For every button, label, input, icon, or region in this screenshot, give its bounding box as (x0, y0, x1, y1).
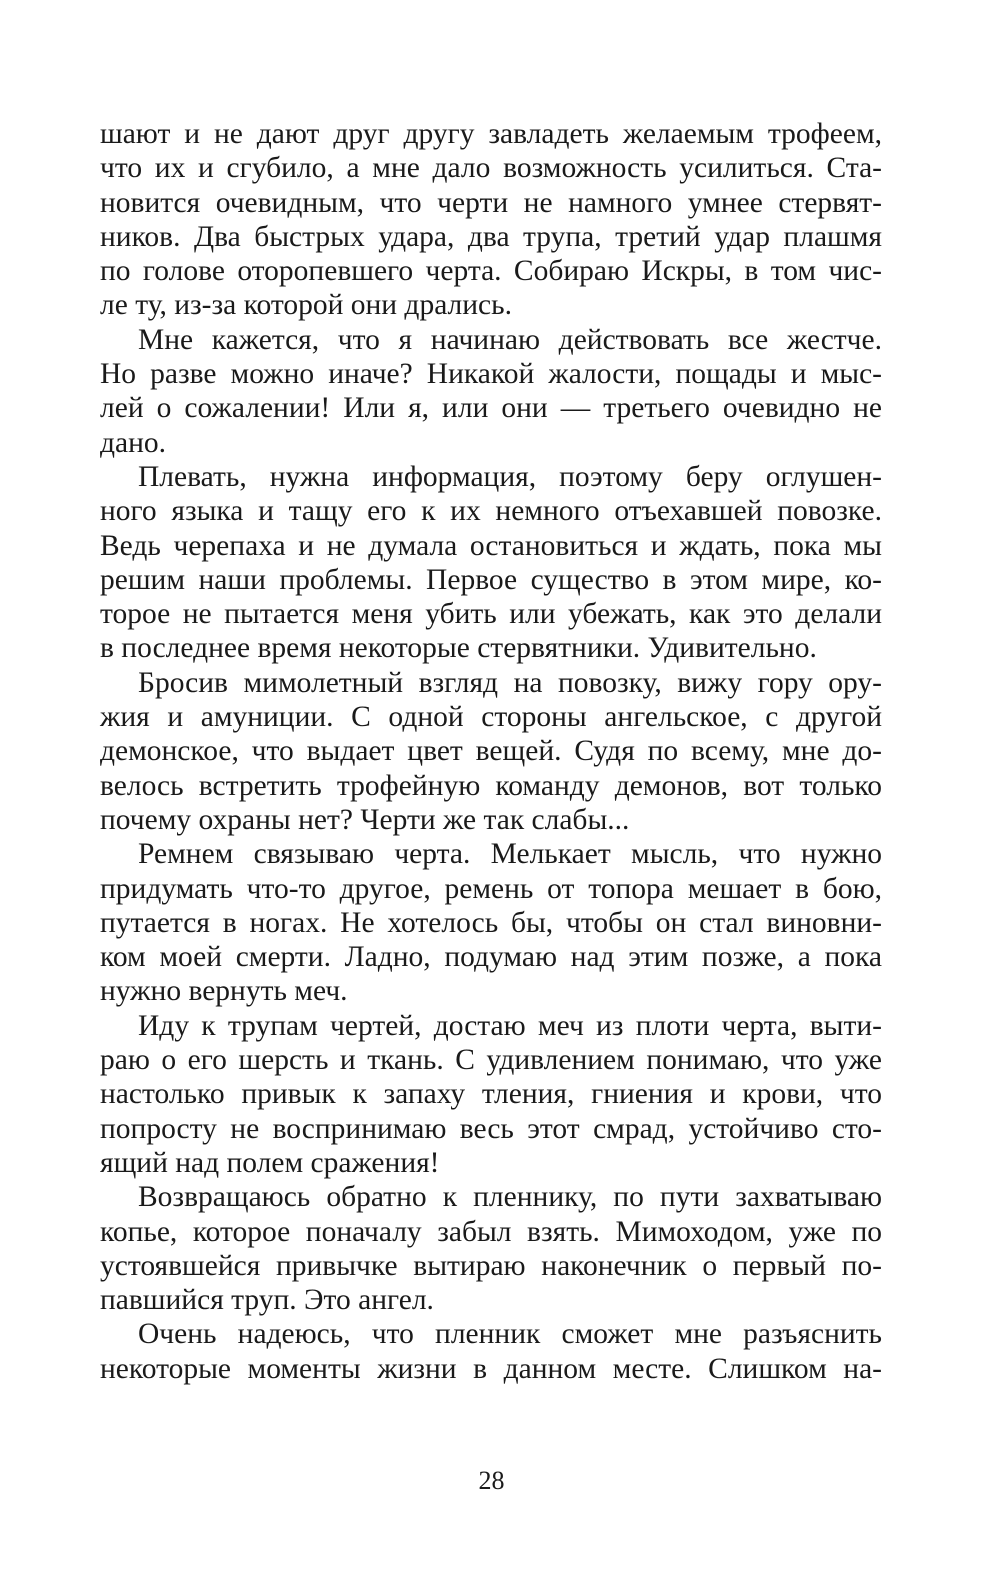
text-line: по голове оторопевшего черта. Собираю Искры, в том чис- (100, 255, 882, 288)
paragraph (100, 1317, 882, 1386)
paragraph (100, 323, 882, 460)
paragraph (100, 666, 882, 837)
text-line: раю о его шерсть и ткань. С удивлением понимаю, что уже (100, 1044, 882, 1077)
text-line: настолько привык к запаху тления, гниения и крови, что (100, 1078, 882, 1111)
text-line: путается в ногах. Не хотелось бы, чтобы он стал виновни- (100, 906, 882, 939)
page-number: 28 (478, 1466, 505, 1495)
text-line: павшийся труп. Это ангел. (100, 1284, 434, 1317)
text-line: ного языка и тащу его к их немного отъехавшей повозке. (100, 495, 882, 528)
paragraph (100, 460, 882, 666)
text-line: придумать что-то другое, ремень от топора мешает в бою, (100, 872, 882, 905)
text-line: решим наши проблемы. Первое существо в этом мире, ко- (100, 563, 882, 596)
text-line: Плевать, нужна информация, поэтому беру оглушен- (138, 460, 882, 493)
text-line: Ремнем связываю черта. Мелькает мысль, что нужно (138, 838, 882, 871)
text-line: велось встретить трофейную команду демонов, вот только (100, 769, 882, 802)
paragraph (100, 117, 882, 323)
text-line: новится очевидным, что черти не намного умнее стервят- (100, 186, 882, 219)
text-line: ле ту, из-за которой они дрались. (100, 289, 512, 322)
text-line: некоторые моменты жизни в данном месте. Слишком на- (100, 1352, 882, 1385)
text-line: жия и амуниции. С одной стороны ангельское, с другой (100, 701, 882, 734)
text-line: Очень надеюсь, что пленник сможет мне разъяснить (138, 1318, 882, 1351)
text-line: лей о сожалении! Или я, или они — третьего очевидно не (100, 392, 882, 425)
text-line: дано. (100, 426, 167, 459)
text-line: демонское, что выдает цвет вещей. Судя по всему, мне до- (100, 735, 882, 768)
text-line: ников. Два быстрых удара, два трупа, третий удар плашмя (100, 220, 882, 253)
text-line: нужно вернуть меч. (100, 975, 348, 1008)
text-line: Иду к трупам чертей, достаю меч из плоти черта, выти- (138, 1009, 882, 1042)
text-line: в последнее время некоторые стервятники. Удивительно. (100, 632, 817, 665)
book-page-text (100, 117, 882, 1447)
text-line: шают и не дают друг другу завладеть желаемым трофеем, (100, 118, 882, 150)
text-line: Бросив мимолетный взгляд на повозку, вижу гору ору- (138, 666, 882, 699)
text-line: Мне кажется, что я начинаю действовать все жестче. (138, 323, 882, 356)
text-line: что их и сгубило, а мне дало возможность усилиться. Ста- (100, 152, 882, 185)
text-line: ком моей смерти. Ладно, подумаю над этим позже, а пока (100, 941, 882, 974)
text-line: Ведь черепаха и не думала остановиться и ждать, пока мы (100, 529, 882, 562)
text-line: копье, которое поначалу забыл взять. Мимоходом, уже по (100, 1215, 882, 1248)
text-line: Возвращаюсь обратно к пленнику, по пути захватываю (138, 1181, 882, 1214)
text-line: торое не пытается меня убить или убежать, как это делали (100, 598, 882, 631)
text-line: устоявшейся привычке вытираю наконечник о первый по- (100, 1249, 882, 1282)
text-line: почему охраны нет? Черти же так слабы... (100, 803, 630, 836)
text-line: ящий над полем сражения! (100, 1146, 440, 1179)
paragraph (100, 1180, 882, 1317)
paragraph (100, 1009, 882, 1180)
text-line: попросту не воспринимаю весь этот смрад, устойчиво сто- (100, 1112, 882, 1145)
paragraph (100, 837, 882, 1008)
text-line: Но разве можно иначе? Никакой жалости, пощады и мыс- (100, 358, 882, 391)
